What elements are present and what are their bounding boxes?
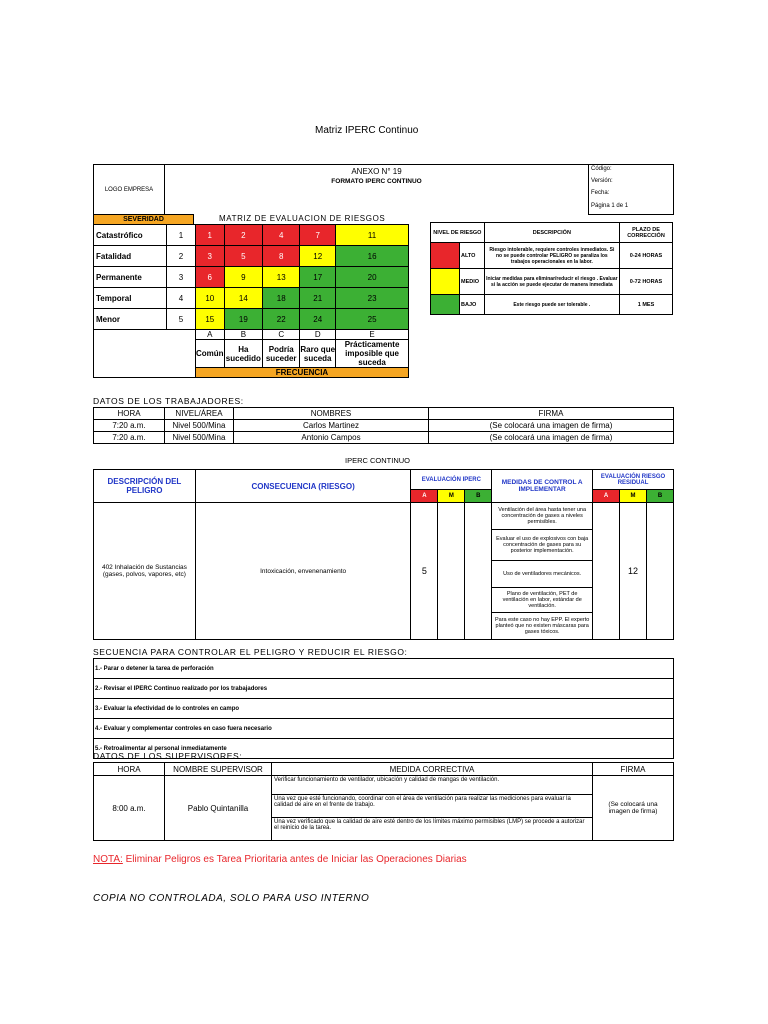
eval-m-value (438, 503, 465, 640)
supervisors-table (93, 762, 674, 841)
footer-text: COPIA NO CONTROLADA, SOLO PARA USO INTERNO (93, 893, 370, 904)
severity-row-label: Catastrófico (94, 225, 167, 246)
severity-row-label: Permanente (94, 267, 167, 288)
resid-m-value: 12 (620, 503, 647, 640)
severity-row-number: 2 (167, 246, 196, 267)
sup-medida-item: Verificar funcionamiento de ventilador, ubicación y calidad de mangas de ventilación. (272, 776, 592, 795)
iperc-header-resid: EVALUACIÓN RIESGO RESIDUAL (593, 470, 674, 490)
legend-desc-alto: Riesgo intolerable, requiere controles inmediatos. Si no se puede controlar PELIGRO se paraliza los trabajos operacionales en la labor. (484, 243, 619, 269)
legend-plazo-medio: 0-72 HORAS (620, 269, 673, 295)
resid-b-header: B (646, 490, 673, 503)
risk-legend (430, 222, 673, 315)
worker-firma: (Se colocará una imagen de firma) (429, 432, 674, 444)
matrix-row (94, 309, 409, 330)
version-label: Versión: (589, 177, 674, 189)
iperc-header-eval: EVALUACIÓN IPERC (411, 470, 492, 490)
resid-a-value (593, 503, 620, 640)
legend-desc-medio: Iniciar medidas para eliminar/reducir el riesgo . Evaluar si la acción se puede ejecutar de manera inmediata (484, 269, 619, 295)
matrix-title: MATRIZ DE EVALUACION DE RIESGOS (219, 214, 386, 223)
sup-medida-item: Una vez que esté funcionando, coordinar con el área de ventilación para realizar las mediciones para evaluar la calidad de aire en el frente de trabajo. (272, 795, 592, 818)
worker-area: Nivel 500/Mina (165, 432, 234, 444)
worker-hora: 7:20 a.m. (94, 420, 165, 432)
worker-name: Carlos Martinez (234, 420, 429, 432)
frequency-letter: B (224, 330, 263, 340)
resid-b-value (646, 503, 673, 640)
risk-cell: 10 (196, 288, 225, 309)
frequency-label: Podría suceder (263, 340, 300, 368)
risk-cell: 22 (263, 309, 300, 330)
sequence-title: SECUENCIA PARA CONTROLAR EL PELIGRO Y REDUCIR EL RIESGO: (93, 647, 408, 657)
eval-b-value (465, 503, 492, 640)
frequency-letter: A (196, 330, 225, 340)
legend-header-level: NIVEL DE RIESGO (431, 223, 485, 243)
risk-cell: 12 (300, 246, 336, 267)
medidas-list (492, 503, 592, 639)
resid-a-header: A (593, 490, 620, 503)
legend-desc-bajo: Este riesgo puede ser tolerable . (484, 295, 619, 315)
sup-header-firma: FIRMA (593, 763, 674, 776)
risk-cell: 5 (224, 246, 263, 267)
severity-row-label: Temporal (94, 288, 167, 309)
medida-item: Ventilación del área hasta tener una concentración de gases a niveles permisibles. (492, 503, 592, 530)
legend-level-bajo: BAJO (460, 295, 485, 315)
matrix-row (94, 246, 409, 267)
sup-header-medida: MEDIDA CORRECTIVA (272, 763, 593, 776)
eval-m-header: M (438, 490, 465, 503)
risk-cell: 4 (263, 225, 300, 246)
risk-cell: 2 (224, 225, 263, 246)
sup-firma: (Se colocará una imagen de firma) (593, 776, 674, 841)
worker-name: Antonio Campos (234, 432, 429, 444)
matrix-row (94, 225, 409, 246)
note (93, 854, 467, 865)
risk-cell: 7 (300, 225, 336, 246)
legend-swatch-yellow (431, 269, 460, 295)
sequence-table (93, 658, 674, 759)
matrix-row (94, 267, 409, 288)
risk-cell: 8 (263, 246, 300, 267)
frequency-title: FRECUENCIA (196, 368, 409, 378)
risk-cell: 17 (300, 267, 336, 288)
sequence-step: 3.- Evaluar la efectividad de lo controles en campo (94, 699, 674, 719)
iperc-header-medidas: MEDIDAS DE CONTROL A IMPLEMENTAR (492, 470, 593, 503)
legend-level-medio: MEDIO (460, 269, 485, 295)
workers-header-firma: FIRMA (429, 408, 674, 420)
risk-cell: 23 (336, 288, 409, 309)
supervisors-title: DATOS DE LOS SUPERVISORES: (93, 751, 243, 761)
medida-item: Para este caso no hay EPP. El experto planteó que no existen máscaras para gases tóxicos. (494, 617, 590, 635)
frequency-label: Raro que suceda (300, 340, 336, 368)
code-label: Código: (589, 165, 674, 178)
annex-number: ANEXO N° 19 (351, 167, 402, 176)
legend-plazo-bajo: 1 MES (620, 295, 673, 315)
page-title: Matriz IPERC Continuo (315, 125, 419, 136)
frequency-label: Ha sucedido (224, 340, 263, 368)
severity-row-number: 4 (167, 288, 196, 309)
risk-cell: 18 (263, 288, 300, 309)
risk-cell: 13 (263, 267, 300, 288)
iperc-title: IPERC CONTINUO (345, 456, 411, 465)
workers-header-area: NIVEL/ÁREA (165, 408, 234, 420)
worker-firma: (Se colocará una imagen de firma) (429, 420, 674, 432)
worker-hora: 7:20 a.m. (94, 432, 165, 444)
workers-title: DATOS DE LOS TRABAJADORES: (93, 396, 244, 406)
legend-header-desc: DESCRIPCIÓN (484, 223, 619, 243)
risk-cell: 16 (336, 246, 409, 267)
medida-item: Evaluar el uso de explosivos con baja concentración de gases para su posterior implementación. (492, 530, 592, 561)
sequence-step: 1.- Parar o detener la tarea de perforación (94, 659, 674, 679)
legend-swatch-green (431, 295, 460, 315)
risk-cell: 14 (224, 288, 263, 309)
risk-cell: 21 (300, 288, 336, 309)
worker-area: Nivel 500/Mina (165, 420, 234, 432)
risk-matrix (93, 224, 409, 378)
legend-swatch-red (431, 243, 460, 269)
frequency-letter: D (300, 330, 336, 340)
sup-nombre: Pablo Quintanilla (165, 776, 272, 841)
iperc-header-cons: CONSECUENCIA (RIESGO) (195, 470, 411, 503)
risk-cell: 3 (196, 246, 225, 267)
frequency-label: Prácticamente imposible que suceda (336, 340, 409, 368)
sup-medida-item: Una vez verificado que la calidad de aire esté dentro de los límites máximo permisibles (LMP) se procede a autorizar el reinicio de la tarea. (274, 819, 585, 831)
risk-cell: 11 (336, 225, 409, 246)
header-table (93, 164, 674, 215)
severity-row-number: 5 (167, 309, 196, 330)
workers-header-hora: HORA (94, 408, 165, 420)
severity-row-number: 3 (167, 267, 196, 288)
date-label: Fecha: (589, 189, 674, 201)
risk-cell: 15 (196, 309, 225, 330)
eval-a-header: A (411, 490, 438, 503)
risk-cell: 9 (224, 267, 263, 288)
risk-cell: 1 (196, 225, 225, 246)
medida-item: Plano de ventilación, PET de ventilación en labor, estándar de ventilación. (492, 588, 592, 613)
sequence-step: 4.- Evaluar y complementar controles en caso fuera necesario (94, 719, 674, 739)
iperc-header-desc: DESCRIPCIÓN DEL PELIGRO (94, 470, 196, 503)
risk-cell: 24 (300, 309, 336, 330)
frequency-letter: E (336, 330, 409, 340)
frequency-letter: C (263, 330, 300, 340)
sup-header-nombre: NOMBRE SUPERVISOR (165, 763, 272, 776)
risk-cell: 20 (336, 267, 409, 288)
severity-label: SEVERIDAD (93, 214, 194, 225)
format-title: FORMATO IPERC CONTINUO (331, 178, 422, 185)
iperc-table (93, 469, 674, 640)
sequence-step: 5.- Retroalimentar al personal inmediatamente (94, 739, 674, 759)
frequency-label: Común (196, 340, 225, 368)
medidas-cell (492, 503, 593, 640)
matrix-row (94, 288, 409, 309)
medida-item: Uso de ventiladores mecánicos. (492, 561, 592, 588)
severity-row-label: Fatalidad (94, 246, 167, 267)
workers-header-nombres: NOMBRES (234, 408, 429, 420)
page-label: Página 1 de 1 (589, 202, 674, 215)
logo-placeholder: LOGO EMPRESA (94, 165, 165, 215)
eval-a-value: 5 (411, 503, 438, 640)
workers-table (93, 407, 674, 444)
sup-header-hora: HORA (94, 763, 165, 776)
eval-b-header: B (465, 490, 492, 503)
resid-m-header: M (620, 490, 647, 503)
annex-block (165, 165, 589, 215)
note-text: Eliminar Peligros es Tarea Prioritaria antes de Iniciar las Operaciones Diarias (125, 854, 467, 865)
severity-row-label: Menor (94, 309, 167, 330)
risk-cell: 6 (196, 267, 225, 288)
risk-cell: 19 (224, 309, 263, 330)
legend-level-alto: ALTO (460, 243, 485, 269)
frequency-letters-row (94, 330, 409, 340)
legend-plazo-alto: 0-24 HORAS (620, 243, 673, 269)
matrix-corner (94, 330, 196, 378)
sup-hora: 8:00 a.m. (94, 776, 165, 841)
sup-medidas-cell (272, 776, 593, 841)
peligro-desc: 402 Inhalación de Sustancias (gases, polvos, vapores, etc) (94, 503, 196, 640)
note-label: NOTA: (93, 854, 123, 865)
severity-row-number: 1 (167, 225, 196, 246)
sequence-step: 2.- Revisar el IPERC Continuo realizado por los trabajadores (94, 679, 674, 699)
risk-cell: 25 (336, 309, 409, 330)
legend-header-plazo: PLAZO DE CORRECCIÓN (620, 223, 673, 243)
consecuencia: Intoxicación, envenenamiento (195, 503, 411, 640)
